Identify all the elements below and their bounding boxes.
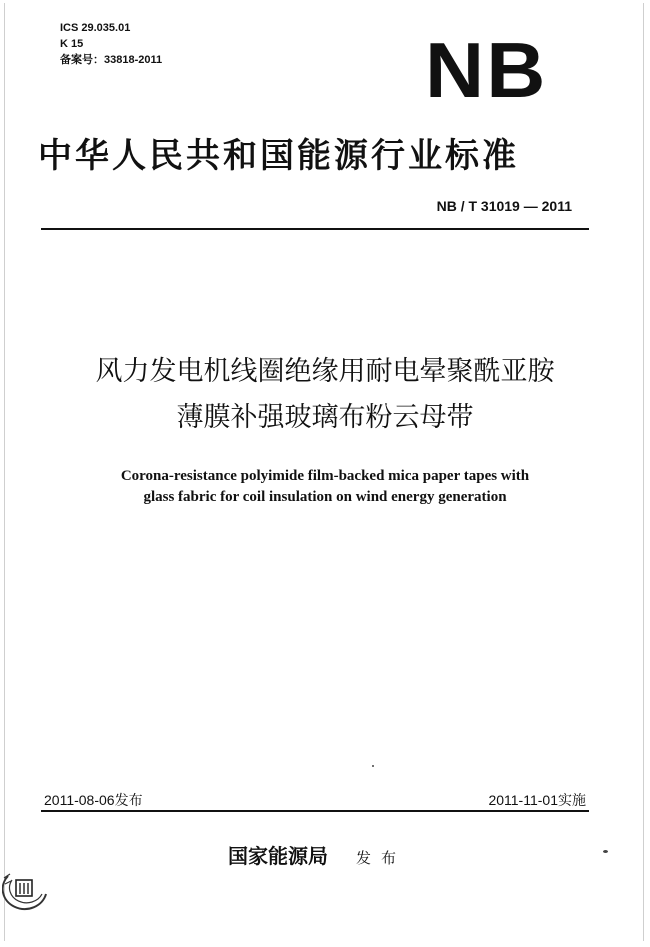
publisher-name: 国家能源局	[228, 844, 328, 868]
implementation-date: 2011-11-01实施	[488, 792, 586, 808]
standard-number: NB / T 31019 — 2011	[436, 198, 572, 214]
ics-code: ICS 29.035.01	[60, 22, 131, 34]
title-en-line-2: glass fabric for coil insulation on wind energy generation	[143, 489, 507, 505]
top-divider	[41, 228, 589, 230]
title-zh-line-2: 薄膜补强玻璃布粉云母带	[176, 402, 474, 433]
publisher	[228, 840, 406, 869]
classification-code: K 15	[60, 38, 84, 50]
document-metadata	[60, 20, 162, 68]
nb-logo: NB	[425, 26, 548, 114]
publisher-action: 发布	[356, 849, 407, 867]
record-number: 备案号：33818-2011	[60, 54, 163, 66]
bottom-divider	[41, 810, 589, 812]
seal-stamp-icon	[2, 868, 52, 913]
scan-speck	[372, 765, 374, 767]
standard-category-title: 中华人民共和国能源行业标准	[38, 136, 519, 176]
issue-date: 2011-08-06发布	[44, 792, 143, 808]
title-en-line-1: Corona-resistance polyimide film-backed mica paper tapes with	[120, 468, 530, 484]
scan-speck	[603, 850, 608, 853]
title-zh-line-1: 风力发电机线圈绝缘用耐电晕聚酰亚胺	[95, 356, 555, 387]
